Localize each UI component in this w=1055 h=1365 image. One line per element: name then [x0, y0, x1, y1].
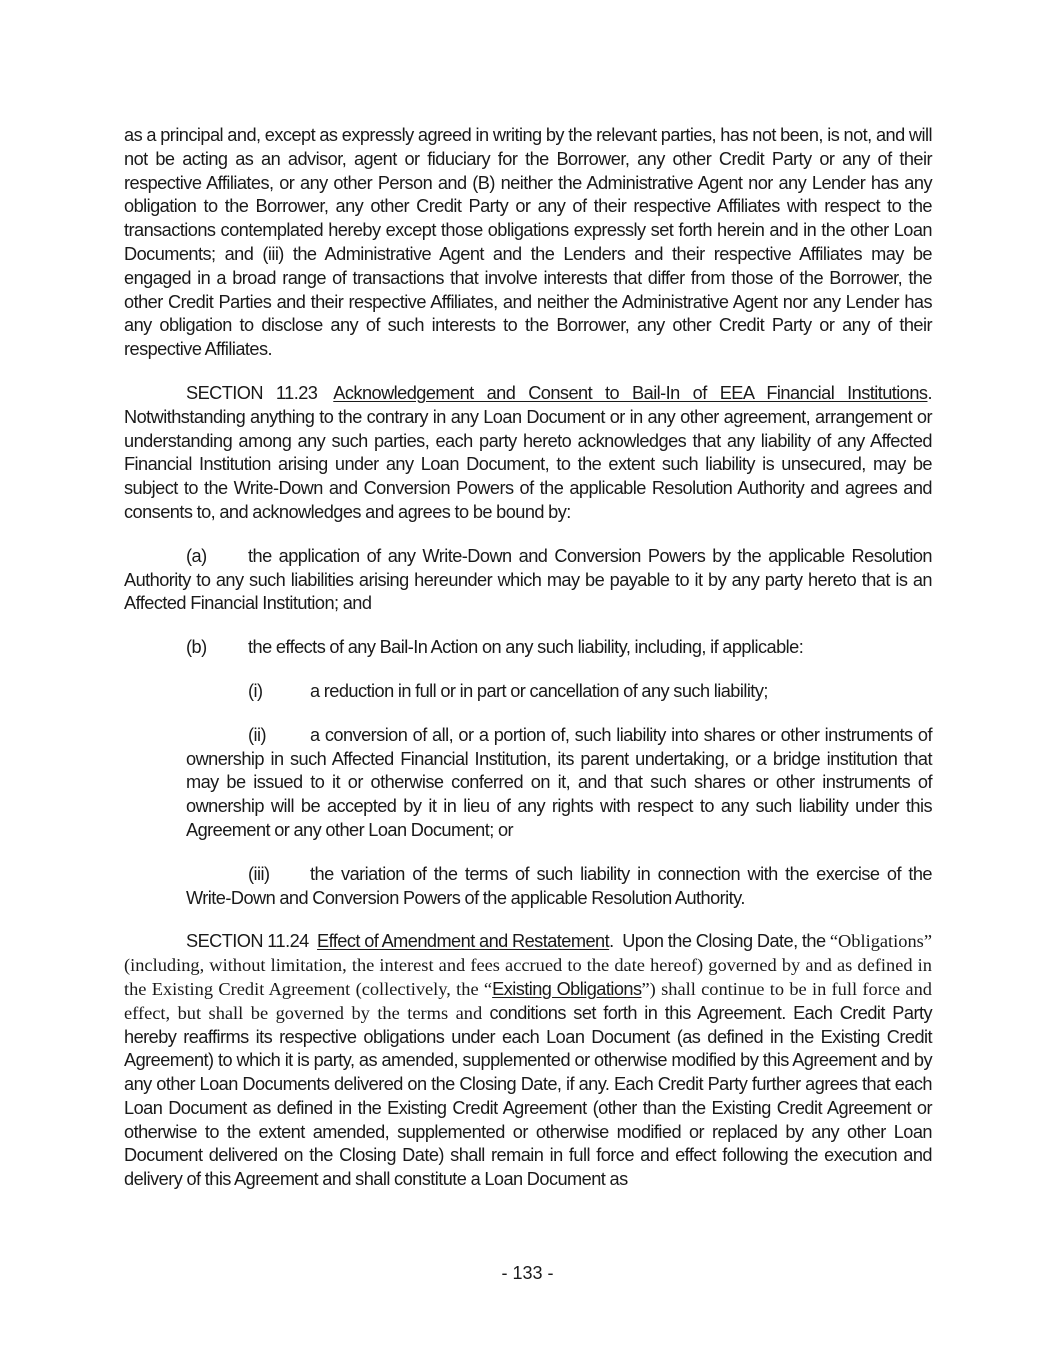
clause-ii	[124, 724, 932, 843]
section-11-23	[124, 382, 932, 525]
clause-text: the effects of any Bail-In Action on any such liability, including, if applicable:	[248, 637, 804, 658]
continuation-paragraph: as a principal and, except as expressly agreed in writing by the relevant parties, has not been, is not, and will not be acting as an advisor, agent or fiduciary for the Borrower, any other Credit Party or any of their respective Affiliates, or any other Person and (B) neither the Administrative Agent nor any Lender has any obligation to the Borrower, any other Credit Party or any of their respective Affiliates with respect to the transactions contemplated hereby except those obligations expressly set forth herein and in the other Loan Documents; and (iii) the Administrative Agent and the Lenders and their respective Affiliates may be engaged in a broad range of transactions that involve interests that differ from those of the Borrower, the other Credit Parties and their respective Affiliates, and neither the Administrative Agent nor any Lender has any obligation to disclose any of such interests to the Borrower, any other Credit Party or any of their respective Affiliates.	[124, 125, 932, 360]
section-body-serif-1: “Obligations” (including, without limitation, the interest and fees accrued to the date hereof) governed by and as defined in the Existing Credit Agreement (collectively, the “	[124, 931, 932, 999]
clause-iii	[124, 863, 932, 911]
section-number: SECTION 11.24	[186, 931, 309, 952]
section-body-rest: conditions set forth in this Agreement. Each Credit Party hereby reaffirms its respective obligations under each Loan Document (as defined in the Existing Credit Agreement) to which it is party, as amended, supplemented or otherwise modified by this Agreement and by any other Loan Documents delivered on the Closing Date, if any. Each Credit Party further agrees that each Loan Document as defined in the Existing Credit Agreement (other than the Existing Credit Agreement or otherwise to the extent amended, supplemented or otherwise modified or replaced by any other Loan Document delivered on the Closing Date) shall remain in full force and effect following the execution and delivery of this Agreement and shall constitute a Loan Document as	[124, 1002, 932, 1190]
clause-a	[124, 545, 932, 616]
section-body: Notwithstanding anything to the contrary in any Loan Document or in any other agreement, arrangement or understanding among any such parties, each party hereto acknowledges that any liability of any Affected Financial Institution arising under any Loan Document, to the extent such liability is unsecured, may be subject to the Write-Down and Conversion Powers of the applicable Resolution Authority and agrees and consents to, and acknowledges and agrees to be bound by:	[124, 406, 932, 522]
clause-text: the application of any Write-Down and Conversion Powers by the applicable Resolution Authority to any such liabilities arising hereunder which may be payable to it by any party hereto that is an Affected Financial Institution; and	[124, 545, 932, 614]
clause-i	[124, 680, 932, 704]
section-title: Effect of Amendment and Restatement	[317, 931, 610, 952]
clause-text: the variation of the terms of such liability in connection with the exercise of the Write-Down and Conversion Powers of the applicable Resolution Authority.	[186, 863, 932, 908]
clause-label: (iii)	[248, 863, 270, 884]
section-body-serif-2: ”) shall continue to be in full force and effect, but shall be governed by the terms and	[124, 978, 932, 1023]
clause-label: (ii)	[248, 724, 266, 745]
defined-term: Existing Obligations	[492, 978, 642, 999]
clause-label: (b)	[186, 637, 207, 658]
section-11-24	[124, 930, 932, 1192]
section-lead: Upon the Closing Date, the	[613, 931, 826, 952]
document-page	[124, 124, 932, 1212]
clause-text: a conversion of all, or a portion of, such liability into shares or other instruments of ownership in such Affected Financial Institution, its parent undertaking, or a bridge institution that may be issued to it or otherwise conferred on it, and that such shares or other instruments of ownership will be accepted by it in lieu of any rights with respect to any such liability under this Agreement or any other Loan Document; or	[186, 724, 932, 840]
section-number: SECTION 11.23	[186, 382, 318, 403]
clause-label: (i)	[248, 680, 263, 701]
clause-b	[124, 636, 932, 660]
clause-label: (a)	[186, 545, 207, 566]
section-title-punct: .	[927, 382, 932, 403]
clause-text: a reduction in full or in part or cancellation of any such liability;	[310, 680, 768, 701]
section-title-punct: .	[609, 931, 614, 952]
section-title: Acknowledgement and Consent to Bail-In of EEA Financial Institutions	[333, 382, 928, 403]
page-number: - 133 -	[501, 1263, 554, 1283]
